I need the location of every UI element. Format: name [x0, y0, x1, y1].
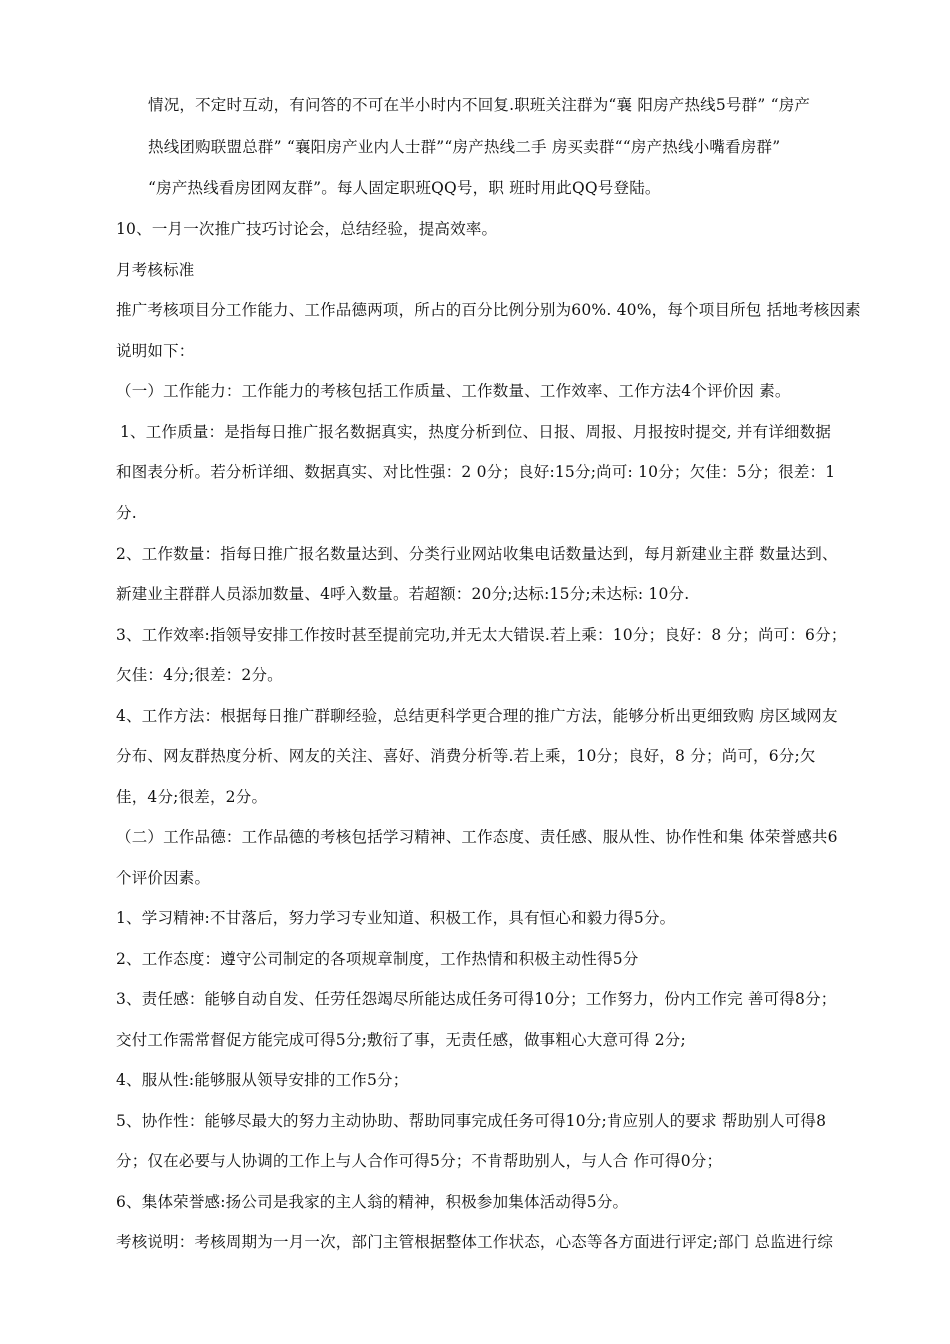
text-line-group-names: 热线团购联盟总群” “襄阳房产业内人士群”“房产热线二手 房买卖群““房产热线小嘴看房群”	[148, 138, 781, 156]
ability-item-2-line1: 2、工作数量：指每日推广报名数量达到、分类行业网站收集电话数量达到，每月新建业主群 数量达到、	[116, 545, 838, 563]
text-line-qq-login: “房产热线看房团网友群”。每人固定职班QQ号，职 班时用此QQ号登陆。	[148, 179, 661, 197]
ethics-item-3-line2: 交付工作需常督促方能完成可得5分;敷衍了事，无责任感，做事粗心大意可得 2分;	[116, 1031, 686, 1049]
paragraph-intro-line2: 说明如下：	[116, 342, 195, 360]
ethics-item-4: 4、服从性:能够服从领导安排的工作5分；	[116, 1071, 409, 1089]
ability-item-3-line2: 欠佳：4分;很差：2分。	[116, 666, 283, 684]
subheading-work-ability: （一）工作能力：工作能力的考核包括工作质量、工作数量、工作效率、工作方法4个评价因 素。	[116, 382, 791, 400]
ability-item-4-line2: 分布、网友群热度分析、网友的关注、喜好、消费分析等.若上乘，10分；良好，8 分；尚可，6分;欠	[116, 747, 816, 765]
section-heading-monthly-standard: 月考核标准	[116, 261, 195, 279]
ability-item-4-line1: 4、工作方法：根据每日推广群聊经验，总结更科学更合理的推广方法，能够分析出更细致购 房区域网友	[116, 707, 838, 725]
assessment-note: 考核说明：考核周期为一月一次，部门主管根据整体工作状态，心态等各方面进行评定;部门 总监进行综	[116, 1233, 834, 1251]
ethics-item-6: 6、集体荣誉感:扬公司是我家的主人翁的精神，积极参加集体活动得5分。	[116, 1193, 629, 1211]
ability-item-1-line2: 和图表分析。若分析详细、数据真实、对比性强：2 0分；良好:15分;尚可: 10分；欠佳：5分；很差：1	[116, 463, 836, 481]
ability-item-3-line1: 3、工作效率:指领导安排工作按时甚至提前完功,并无太大错误.若上乘：10分；良好：8 分；尚可：6分；	[116, 626, 847, 644]
paragraph-intro-line1: 推广考核项目分工作能力、工作品德两项，所占的百分比例分别为60%. 40%，每个项目所包 括地考核因素	[116, 301, 861, 319]
ethics-item-2: 2、工作态度：遵守公司制定的各项规章制度，工作热情和积极主动性得5分	[116, 950, 639, 968]
subheading-work-ethics-line1: （二）工作品德：工作品德的考核包括学习精神、工作态度、责任感、服从性、协作性和集 体荣誉感共6	[116, 828, 838, 846]
ethics-item-1: 1、学习精神:不甘落后，努力学习专业知道、积极工作，具有恒心和毅力得5分。	[116, 909, 676, 927]
subheading-work-ethics-line2: 个评价因素。	[116, 869, 211, 887]
ethics-item-5-line1: 5、协作性：能够尽最大的努力主动协助、帮助同事完成任务可得10分;肯应别人的要求 帮助别人可得8	[116, 1112, 827, 1130]
ability-item-4-line3: 佳，4分;很差，2分。	[116, 788, 268, 806]
ability-item-1-line1: 1、工作质量：是指每日推广报名数据真实，热度分析到位、日报、周报、月报按时提交, 并有详细数据	[120, 423, 832, 441]
item-10-meeting: 10、一月一次推广技巧讨论会，总结经验，提高效率。	[116, 220, 498, 238]
ethics-item-5-line2: 分；仅在必要与人协调的工作上与人合作可得5分；不肯帮助别人，与人合 作可得0分；	[116, 1152, 723, 1170]
text-line-continuation: 情况，不定时互动，有问答的不可在半小时内不回复.职班关注群为“襄 阳房产热线5号群” “房产	[148, 96, 811, 114]
ethics-item-3-line1: 3、责任感：能够自动自发、任劳任怨竭尽所能达成任务可得10分；工作努力，份内工作完 善可得8分；	[116, 990, 837, 1008]
ability-item-1-line3: 分.	[116, 504, 137, 522]
ability-item-2-line2: 新建业主群群人员添加数量、4呼入数量。若超额：20分;达标:15分;未达标: 10分.	[116, 585, 690, 603]
